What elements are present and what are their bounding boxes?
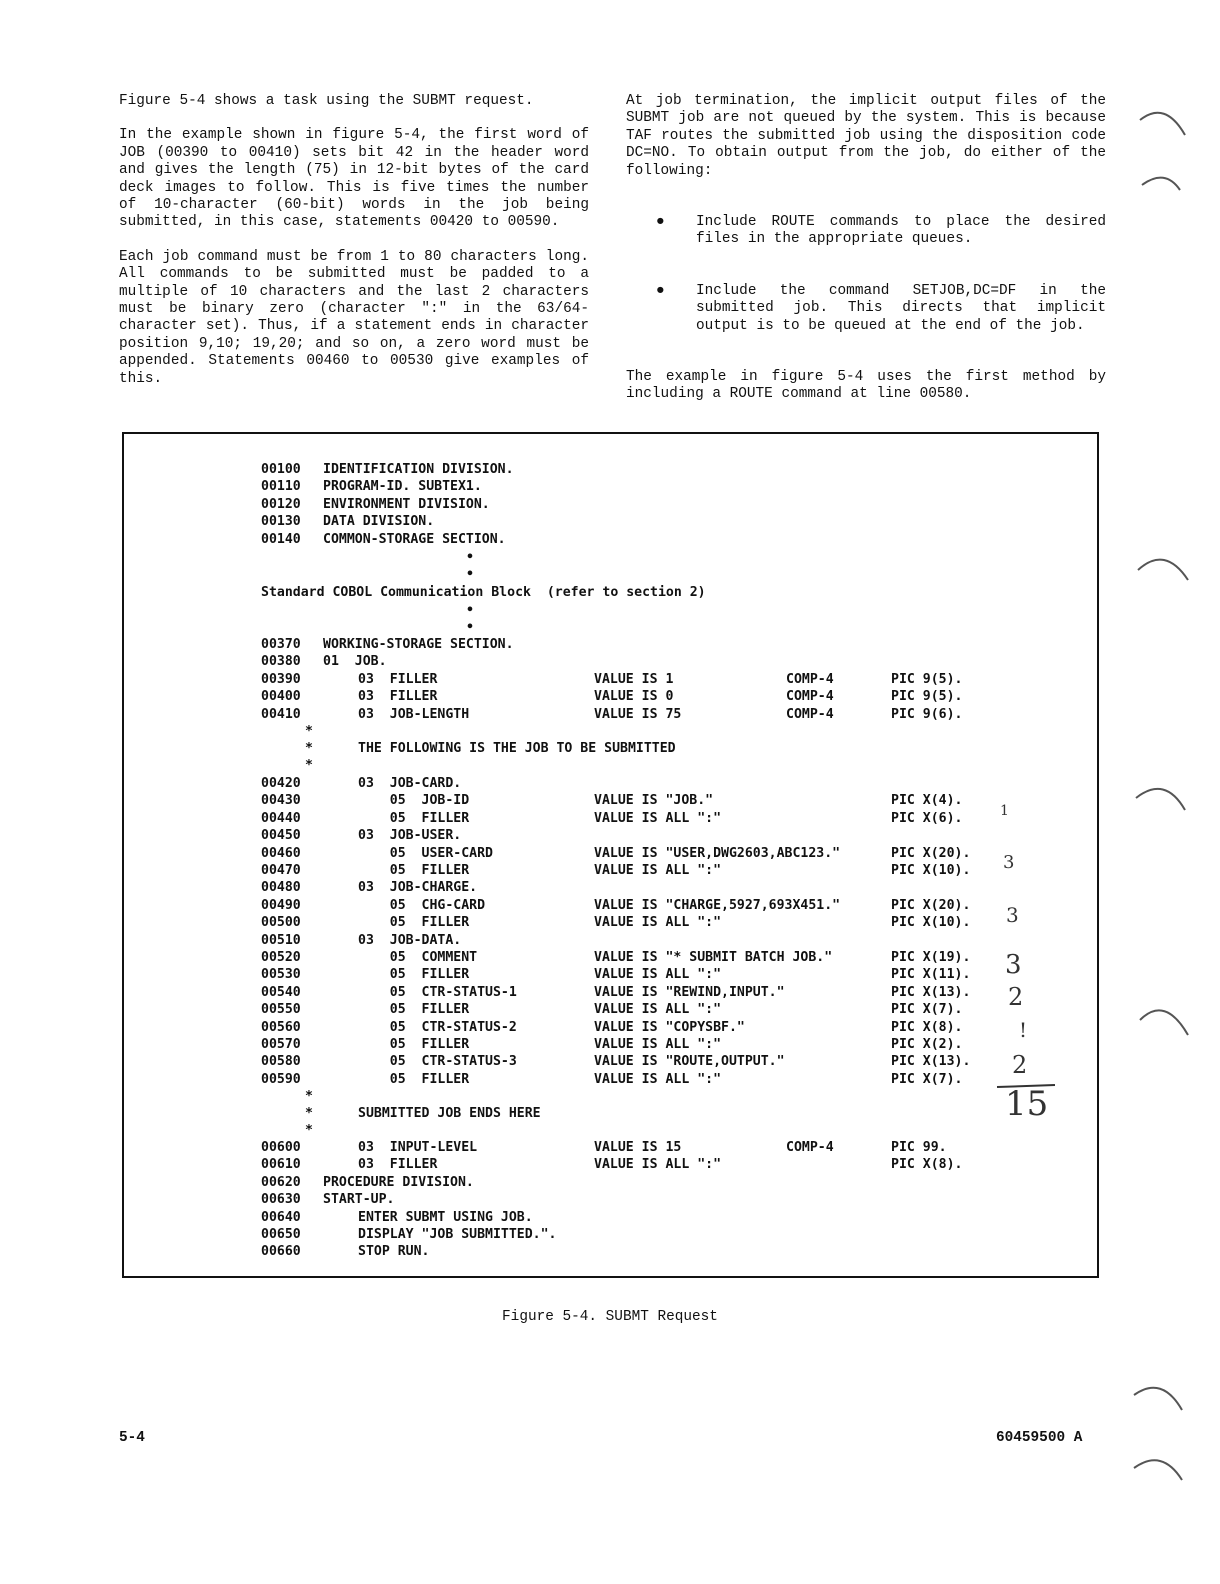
line-number: 00510 bbox=[261, 932, 301, 948]
code-value: VALUE IS ALL ":" bbox=[594, 967, 722, 983]
line-number: 00400 bbox=[261, 689, 301, 705]
paragraph: Figure 5-4 shows a task using the SUBMT request. bbox=[119, 93, 534, 109]
line-number: 00650 bbox=[261, 1227, 301, 1242]
line-number: 00640 bbox=[261, 1209, 301, 1225]
code-value: VALUE IS "* SUBMIT BATCH JOB." bbox=[594, 950, 833, 965]
paragraph: In the example shown in figure 5-4, the first word of JOB (00390 to 00410) sets bit 42 in the header word and gives the length (75) in 12-bit bytes of the card deck images to follow. This is five times the number of 10-character (60-bit) words in the job being submitted, in this case, statements 00420 to 00590. bbox=[119, 127, 589, 231]
code-comment: SUBMITTED JOB ENDS HERE bbox=[358, 1106, 541, 1121]
code-text: 05 FILLER bbox=[358, 1002, 470, 1018]
code-text: 05 CTR-STATUS-1 bbox=[358, 984, 517, 1000]
line-number: 00140 bbox=[261, 531, 301, 547]
paragraph: The example in figure 5-4 uses the first method by including a ROUTE command at line 00580. bbox=[626, 369, 1106, 403]
handwritten-note: 3 bbox=[1006, 903, 1019, 927]
code-text: 05 FILLER bbox=[358, 1071, 470, 1087]
hole-mark bbox=[1136, 789, 1185, 810]
code-value: VALUE IS "JOB." bbox=[594, 793, 714, 809]
code-text: ENVIRONMENT DIVISION. bbox=[323, 496, 490, 512]
code-picture: PIC 9(5). bbox=[891, 671, 963, 687]
handwritten-note: ! bbox=[1019, 1018, 1028, 1042]
ellipsis-dot: • bbox=[466, 603, 474, 618]
handwritten-note: 2 bbox=[1008, 983, 1024, 1011]
code-usage: COMP-4 bbox=[786, 689, 834, 705]
code-picture: PIC 99. bbox=[891, 1140, 947, 1155]
paragraph: Each job command must be from 1 to 80 characters long. All commands to be submitted must be padded to a multiple of 10 characters and the last 2 characters must be binary zero (character ":" in the 63/64-character set). Thus, if a statement ends in character position 9,10; 19,20; and so on, a zero word must be appended. Statements 00460 to 00530 give examples of this. bbox=[119, 248, 589, 387]
hole-mark bbox=[1140, 113, 1185, 135]
code-text: 05 FILLER bbox=[358, 1037, 470, 1052]
code-value: VALUE IS ALL ":" bbox=[594, 1157, 722, 1173]
code-value: VALUE IS ALL ":" bbox=[594, 1002, 722, 1018]
code-value: VALUE IS "ROUTE,OUTPUT." bbox=[594, 1054, 785, 1070]
line-number: 00460 bbox=[261, 845, 301, 861]
binder-hole-marks bbox=[1120, 90, 1215, 1500]
line-number: 00120 bbox=[261, 496, 301, 512]
code-value: VALUE IS "USER,DWG2603,ABC123." bbox=[594, 845, 841, 861]
hole-mark bbox=[1134, 1460, 1182, 1480]
paragraph: At job termination, the implicit output files of the SUBMT job are not queued by the system. This is because TAF routes the submitted job using the disposition code DC=NO. To obtain output from the job, do either of the following: bbox=[626, 93, 1106, 179]
line-number: 00630 bbox=[261, 1192, 301, 1208]
code-text: 03 INPUT-LEVEL bbox=[358, 1140, 478, 1155]
ellipsis-dot: • bbox=[466, 567, 474, 582]
line-number: 00480 bbox=[261, 880, 301, 896]
bullet-dot: ● bbox=[656, 282, 665, 299]
code-text: 05 JOB-ID bbox=[358, 793, 470, 809]
code-picture: PIC 9(5). bbox=[891, 689, 963, 705]
code-text: 03 FILLER bbox=[358, 671, 438, 687]
line-number: 00550 bbox=[261, 1002, 301, 1018]
code-text: 05 FILLER bbox=[358, 967, 470, 983]
code-value: VALUE IS 1 bbox=[594, 671, 674, 687]
code-text: 03 JOB-USER. bbox=[358, 828, 462, 844]
bullet-item bbox=[626, 214, 1106, 249]
code-text: 03 FILLER bbox=[358, 1157, 438, 1173]
figure-caption: Figure 5-4. SUBMT Request bbox=[502, 1309, 718, 1325]
code-picture: PIC X(19). bbox=[891, 950, 971, 965]
code-text: 05 CTR-STATUS-3 bbox=[358, 1054, 517, 1070]
code-picture: PIC X(10). bbox=[891, 915, 971, 931]
line-number: 00520 bbox=[261, 950, 301, 965]
code-picture: PIC X(2). bbox=[891, 1037, 963, 1052]
page-number: 5-4 bbox=[119, 1430, 145, 1446]
line-number: 00430 bbox=[261, 793, 301, 809]
code-usage: COMP-4 bbox=[786, 1140, 834, 1155]
line-number: 00600 bbox=[261, 1140, 301, 1155]
code-text: 03 FILLER bbox=[358, 689, 438, 705]
code-text: STOP RUN. bbox=[358, 1244, 430, 1260]
hole-mark bbox=[1142, 178, 1180, 190]
line-number: 00110 bbox=[261, 479, 301, 495]
handwritten-note: 2 bbox=[1012, 1051, 1028, 1079]
code-picture: PIC X(6). bbox=[891, 810, 963, 826]
code-picture: PIC X(13). bbox=[891, 984, 971, 1000]
code-picture: PIC X(7). bbox=[891, 1002, 963, 1018]
code-value: VALUE IS ALL ":" bbox=[594, 1071, 722, 1087]
line-number: 00100 bbox=[261, 462, 301, 477]
line-number: 00390 bbox=[261, 671, 301, 687]
code-value: VALUE IS 75 bbox=[594, 706, 682, 722]
code-picture: PIC X(7). bbox=[891, 1071, 963, 1087]
bullet-item bbox=[626, 283, 1106, 335]
comment-star: * bbox=[305, 741, 313, 756]
line-number: 00610 bbox=[261, 1157, 301, 1173]
hole-mark bbox=[1134, 1388, 1182, 1410]
line-number: 00370 bbox=[261, 637, 301, 652]
code-value: VALUE IS ALL ":" bbox=[594, 863, 722, 878]
code-picture: PIC X(4). bbox=[891, 793, 963, 809]
line-number: 00590 bbox=[261, 1071, 301, 1087]
code-text: 03 JOB-DATA. bbox=[358, 932, 462, 948]
code-text: WORKING-STORAGE SECTION. bbox=[323, 637, 514, 652]
line-number: 00530 bbox=[261, 967, 301, 983]
code-text: 01 JOB. bbox=[323, 654, 387, 670]
line-number: 00580 bbox=[261, 1054, 301, 1070]
line-number: 00130 bbox=[261, 514, 301, 530]
code-value: VALUE IS "CHARGE,5927,693X451." bbox=[594, 897, 841, 913]
bullet-text: Include the command SETJOB,DC=DF in the submitted job. This directs that implicit output is to be queued at the end of the job. bbox=[696, 282, 1106, 334]
line-number: 00660 bbox=[261, 1244, 301, 1260]
left-text-column bbox=[119, 93, 589, 405]
code-text: 03 JOB-CHARGE. bbox=[358, 880, 478, 896]
code-usage: COMP-4 bbox=[786, 671, 834, 687]
right-text-column bbox=[626, 93, 1106, 421]
line-number: 00420 bbox=[261, 776, 301, 791]
comment-star: * bbox=[305, 724, 313, 739]
code-value: VALUE IS ALL ":" bbox=[594, 810, 722, 826]
code-text: 05 FILLER bbox=[358, 810, 470, 826]
hole-mark bbox=[1140, 1010, 1188, 1035]
code-picture: PIC X(11). bbox=[891, 967, 971, 983]
code-picture: PIC X(8). bbox=[891, 1157, 963, 1173]
code-comment: THE FOLLOWING IS THE JOB TO BE SUBMITTED bbox=[358, 741, 676, 756]
line-number: 00620 bbox=[261, 1174, 301, 1190]
code-value: VALUE IS 15 bbox=[594, 1140, 682, 1155]
code-picture: PIC X(10). bbox=[891, 863, 971, 878]
code-text: IDENTIFICATION DIVISION. bbox=[323, 462, 514, 477]
comment-star: * bbox=[305, 1106, 313, 1121]
ellipsis-dot: • bbox=[466, 550, 474, 565]
code-text: ENTER SUBMT USING JOB. bbox=[358, 1209, 533, 1225]
code-picture: PIC 9(6). bbox=[891, 706, 963, 722]
comment-star: * bbox=[305, 1123, 313, 1138]
bullet-dot: ● bbox=[656, 214, 665, 231]
code-text: 05 FILLER bbox=[358, 915, 470, 931]
code-note: Standard COBOL Communication Block (refer to section 2) bbox=[261, 585, 706, 600]
code-text: 03 JOB-CARD. bbox=[358, 776, 462, 791]
line-number: 00470 bbox=[261, 863, 301, 878]
code-value: VALUE IS ALL ":" bbox=[594, 1037, 722, 1052]
ellipsis-dot: • bbox=[466, 620, 474, 635]
document-number: 60459500 A bbox=[996, 1430, 1083, 1446]
hole-mark bbox=[1138, 560, 1188, 580]
code-value: VALUE IS ALL ":" bbox=[594, 915, 722, 931]
code-text: 05 CHG-CARD bbox=[358, 897, 486, 913]
code-text: START-UP. bbox=[323, 1192, 395, 1208]
code-picture: PIC X(8). bbox=[891, 1019, 963, 1035]
line-number: 00490 bbox=[261, 897, 301, 913]
code-value: VALUE IS "COPYSBF." bbox=[594, 1019, 745, 1035]
comment-star: * bbox=[305, 758, 313, 773]
code-text: DISPLAY "JOB SUBMITTED.". bbox=[358, 1227, 557, 1242]
line-number: 00450 bbox=[261, 828, 301, 844]
code-text: COMMON-STORAGE SECTION. bbox=[323, 531, 506, 547]
code-text: 05 COMMENT bbox=[358, 950, 478, 965]
code-picture: PIC X(20). bbox=[891, 845, 971, 861]
code-usage: COMP-4 bbox=[786, 706, 834, 722]
line-number: 00440 bbox=[261, 810, 301, 826]
code-value: VALUE IS "REWIND,INPUT." bbox=[594, 984, 785, 1000]
line-number: 00500 bbox=[261, 915, 301, 931]
line-number: 00560 bbox=[261, 1019, 301, 1035]
code-text: 05 CTR-STATUS-2 bbox=[358, 1019, 517, 1035]
line-number: 00380 bbox=[261, 654, 301, 670]
line-number: 00540 bbox=[261, 984, 301, 1000]
code-text: 03 JOB-LENGTH bbox=[358, 706, 470, 722]
code-value: VALUE IS 0 bbox=[594, 689, 674, 705]
code-text: DATA DIVISION. bbox=[323, 514, 435, 530]
handwritten-note: 1 bbox=[1000, 803, 1009, 819]
line-number: 00570 bbox=[261, 1037, 301, 1052]
bullet-text: Include ROUTE commands to place the desired files in the appropriate queues. bbox=[696, 214, 1106, 248]
handwritten-note: 3 bbox=[1005, 950, 1022, 980]
comment-star: * bbox=[305, 1089, 313, 1104]
code-text: PROCEDURE DIVISION. bbox=[323, 1174, 474, 1190]
handwritten-note: 3 bbox=[1003, 852, 1015, 873]
code-text: 05 FILLER bbox=[358, 863, 470, 878]
line-number: 00410 bbox=[261, 706, 301, 722]
code-picture: PIC X(13). bbox=[891, 1054, 971, 1070]
code-picture: PIC X(20). bbox=[891, 897, 971, 913]
code-text: 05 USER-CARD bbox=[358, 845, 493, 861]
code-text: PROGRAM-ID. SUBTEX1. bbox=[323, 479, 482, 495]
handwritten-note: 15 bbox=[1005, 1084, 1049, 1124]
